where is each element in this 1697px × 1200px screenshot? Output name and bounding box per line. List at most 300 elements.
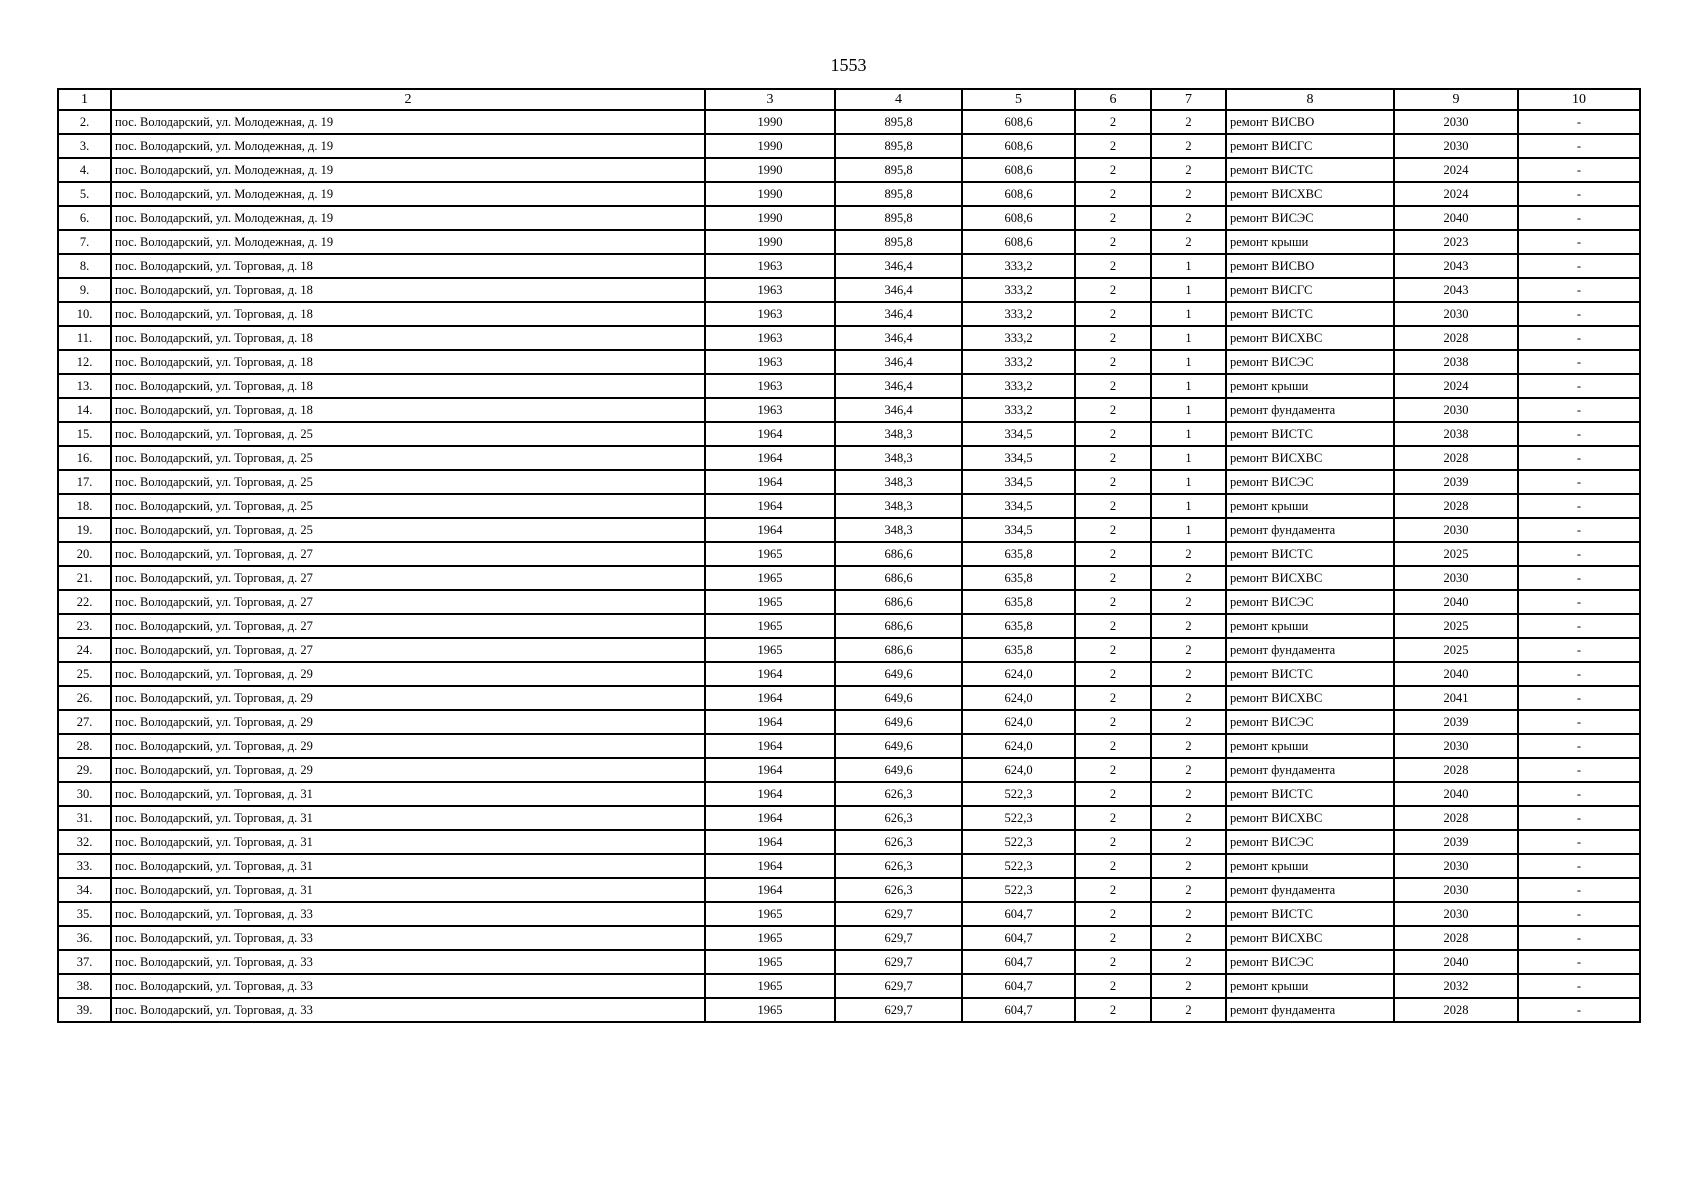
year-built-cell: 1964 xyxy=(705,878,835,902)
address-cell: пос. Володарский, ул. Молодежная, д. 19 xyxy=(111,182,705,206)
year-built-cell: 1964 xyxy=(705,470,835,494)
address-cell: пос. Володарский, ул. Торговая, д. 29 xyxy=(111,710,705,734)
work-type-cell: ремонт ВИСЭС xyxy=(1226,590,1394,614)
work-type-cell: ремонт ВИСГС xyxy=(1226,134,1394,158)
table-row xyxy=(58,302,1640,326)
table-row xyxy=(58,782,1640,806)
floors-cell: 2 xyxy=(1075,950,1151,974)
planned-year-cell: 2040 xyxy=(1394,206,1518,230)
entrances-cell: 2 xyxy=(1151,134,1226,158)
work-type-cell: ремонт ВИСЭС xyxy=(1226,206,1394,230)
living-area-cell: 608,6 xyxy=(962,158,1075,182)
floors-cell: 2 xyxy=(1075,350,1151,374)
address-cell: пос. Володарский, ул. Молодежная, д. 19 xyxy=(111,230,705,254)
work-type-cell: ремонт крыши xyxy=(1226,230,1394,254)
living-area-cell: 608,6 xyxy=(962,134,1075,158)
entrances-cell: 2 xyxy=(1151,542,1226,566)
floors-cell: 2 xyxy=(1075,590,1151,614)
row-number: 11. xyxy=(58,326,111,350)
living-area-cell: 635,8 xyxy=(962,542,1075,566)
entrances-cell: 2 xyxy=(1151,974,1226,998)
table-row xyxy=(58,206,1640,230)
note-cell: - xyxy=(1518,374,1640,398)
row-number: 16. xyxy=(58,446,111,470)
floors-cell: 2 xyxy=(1075,710,1151,734)
note-cell: - xyxy=(1518,614,1640,638)
year-built-cell: 1964 xyxy=(705,806,835,830)
address-cell: пос. Володарский, ул. Торговая, д. 31 xyxy=(111,806,705,830)
table-row xyxy=(58,854,1640,878)
year-built-cell: 1965 xyxy=(705,974,835,998)
entrances-cell: 2 xyxy=(1151,206,1226,230)
floors-cell: 2 xyxy=(1075,446,1151,470)
year-built-cell: 1964 xyxy=(705,494,835,518)
note-cell: - xyxy=(1518,182,1640,206)
row-number: 7. xyxy=(58,230,111,254)
living-area-cell: 334,5 xyxy=(962,422,1075,446)
entrances-cell: 2 xyxy=(1151,614,1226,638)
work-type-cell: ремонт ВИСТС xyxy=(1226,422,1394,446)
address-cell: пос. Володарский, ул. Торговая, д. 25 xyxy=(111,518,705,542)
work-type-cell: ремонт ВИСЭС xyxy=(1226,950,1394,974)
living-area-cell: 333,2 xyxy=(962,326,1075,350)
row-number: 37. xyxy=(58,950,111,974)
living-area-cell: 334,5 xyxy=(962,494,1075,518)
address-cell: пос. Володарский, ул. Торговая, д. 27 xyxy=(111,542,705,566)
address-cell: пос. Володарский, ул. Молодежная, д. 19 xyxy=(111,206,705,230)
address-cell: пос. Володарский, ул. Торговая, д. 25 xyxy=(111,422,705,446)
planned-year-cell: 2040 xyxy=(1394,590,1518,614)
planned-year-cell: 2043 xyxy=(1394,254,1518,278)
planned-year-cell: 2030 xyxy=(1394,854,1518,878)
year-built-cell: 1990 xyxy=(705,206,835,230)
floors-cell: 2 xyxy=(1075,734,1151,758)
floors-cell: 2 xyxy=(1075,470,1151,494)
row-number: 29. xyxy=(58,758,111,782)
address-cell: пос. Володарский, ул. Торговая, д. 29 xyxy=(111,758,705,782)
note-cell: - xyxy=(1518,446,1640,470)
row-number: 36. xyxy=(58,926,111,950)
planned-year-cell: 2025 xyxy=(1394,542,1518,566)
year-built-cell: 1990 xyxy=(705,110,835,134)
total-area-cell: 895,8 xyxy=(835,230,962,254)
work-type-cell: ремонт ВИСТС xyxy=(1226,662,1394,686)
planned-year-cell: 2038 xyxy=(1394,422,1518,446)
floors-cell: 2 xyxy=(1075,902,1151,926)
note-cell: - xyxy=(1518,206,1640,230)
living-area-cell: 635,8 xyxy=(962,590,1075,614)
living-area-cell: 608,6 xyxy=(962,230,1075,254)
total-area-cell: 626,3 xyxy=(835,830,962,854)
work-type-cell: ремонт ВИСХВС xyxy=(1226,926,1394,950)
note-cell: - xyxy=(1518,902,1640,926)
total-area-cell: 346,4 xyxy=(835,302,962,326)
note-cell: - xyxy=(1518,974,1640,998)
address-cell: пос. Володарский, ул. Молодежная, д. 19 xyxy=(111,110,705,134)
living-area-cell: 333,2 xyxy=(962,398,1075,422)
work-type-cell: ремонт ВИСТС xyxy=(1226,542,1394,566)
table-row xyxy=(58,662,1640,686)
total-area-cell: 649,6 xyxy=(835,662,962,686)
total-area-cell: 686,6 xyxy=(835,590,962,614)
total-area-cell: 629,7 xyxy=(835,974,962,998)
planned-year-cell: 2030 xyxy=(1394,398,1518,422)
planned-year-cell: 2028 xyxy=(1394,326,1518,350)
row-number: 12. xyxy=(58,350,111,374)
floors-cell: 2 xyxy=(1075,662,1151,686)
year-built-cell: 1990 xyxy=(705,134,835,158)
entrances-cell: 1 xyxy=(1151,398,1226,422)
total-area-cell: 895,8 xyxy=(835,158,962,182)
work-type-cell: ремонт ВИСТС xyxy=(1226,902,1394,926)
entrances-cell: 1 xyxy=(1151,446,1226,470)
row-number: 5. xyxy=(58,182,111,206)
planned-year-cell: 2030 xyxy=(1394,902,1518,926)
planned-year-cell: 2039 xyxy=(1394,470,1518,494)
address-cell: пос. Володарский, ул. Молодежная, д. 19 xyxy=(111,158,705,182)
row-number: 39. xyxy=(58,998,111,1022)
entrances-cell: 1 xyxy=(1151,326,1226,350)
table-row xyxy=(58,542,1640,566)
floors-cell: 2 xyxy=(1075,278,1151,302)
total-area-cell: 649,6 xyxy=(835,686,962,710)
planned-year-cell: 2028 xyxy=(1394,998,1518,1022)
year-built-cell: 1990 xyxy=(705,230,835,254)
living-area-cell: 624,0 xyxy=(962,662,1075,686)
table-row xyxy=(58,734,1640,758)
note-cell: - xyxy=(1518,518,1640,542)
work-type-cell: ремонт ВИСХВС xyxy=(1226,566,1394,590)
planned-year-cell: 2028 xyxy=(1394,806,1518,830)
column-header-4: 4 xyxy=(835,89,962,110)
floors-cell: 2 xyxy=(1075,854,1151,878)
living-area-cell: 604,7 xyxy=(962,902,1075,926)
living-area-cell: 624,0 xyxy=(962,734,1075,758)
row-number: 18. xyxy=(58,494,111,518)
planned-year-cell: 2030 xyxy=(1394,518,1518,542)
row-number: 26. xyxy=(58,686,111,710)
note-cell: - xyxy=(1518,494,1640,518)
year-built-cell: 1964 xyxy=(705,782,835,806)
total-area-cell: 686,6 xyxy=(835,638,962,662)
planned-year-cell: 2025 xyxy=(1394,614,1518,638)
table-row xyxy=(58,686,1640,710)
table-row xyxy=(58,230,1640,254)
planned-year-cell: 2032 xyxy=(1394,974,1518,998)
note-cell: - xyxy=(1518,854,1640,878)
total-area-cell: 649,6 xyxy=(835,710,962,734)
row-number: 23. xyxy=(58,614,111,638)
note-cell: - xyxy=(1518,878,1640,902)
total-area-cell: 346,4 xyxy=(835,398,962,422)
planned-year-cell: 2028 xyxy=(1394,494,1518,518)
note-cell: - xyxy=(1518,686,1640,710)
column-header-9: 9 xyxy=(1394,89,1518,110)
note-cell: - xyxy=(1518,110,1640,134)
entrances-cell: 2 xyxy=(1151,758,1226,782)
planned-year-cell: 2041 xyxy=(1394,686,1518,710)
address-cell: пос. Володарский, ул. Торговая, д. 25 xyxy=(111,494,705,518)
planned-year-cell: 2024 xyxy=(1394,158,1518,182)
living-area-cell: 334,5 xyxy=(962,470,1075,494)
planned-year-cell: 2040 xyxy=(1394,782,1518,806)
note-cell: - xyxy=(1518,254,1640,278)
note-cell: - xyxy=(1518,350,1640,374)
living-area-cell: 608,6 xyxy=(962,206,1075,230)
row-number: 15. xyxy=(58,422,111,446)
work-type-cell: ремонт ВИСЭС xyxy=(1226,470,1394,494)
living-area-cell: 624,0 xyxy=(962,758,1075,782)
note-cell: - xyxy=(1518,230,1640,254)
floors-cell: 2 xyxy=(1075,230,1151,254)
year-built-cell: 1965 xyxy=(705,614,835,638)
row-number: 10. xyxy=(58,302,111,326)
table-row xyxy=(58,158,1640,182)
year-built-cell: 1963 xyxy=(705,302,835,326)
total-area-cell: 348,3 xyxy=(835,518,962,542)
work-type-cell: ремонт фундамента xyxy=(1226,998,1394,1022)
table-row xyxy=(58,638,1640,662)
year-built-cell: 1963 xyxy=(705,254,835,278)
year-built-cell: 1990 xyxy=(705,182,835,206)
floors-cell: 2 xyxy=(1075,614,1151,638)
floors-cell: 2 xyxy=(1075,326,1151,350)
living-area-cell: 333,2 xyxy=(962,374,1075,398)
entrances-cell: 2 xyxy=(1151,830,1226,854)
table-row xyxy=(58,398,1640,422)
row-number: 9. xyxy=(58,278,111,302)
year-built-cell: 1965 xyxy=(705,542,835,566)
total-area-cell: 686,6 xyxy=(835,542,962,566)
row-number: 24. xyxy=(58,638,111,662)
work-type-cell: ремонт ВИСТС xyxy=(1226,158,1394,182)
total-area-cell: 626,3 xyxy=(835,854,962,878)
work-type-cell: ремонт ВИСХВС xyxy=(1226,326,1394,350)
total-area-cell: 686,6 xyxy=(835,614,962,638)
note-cell: - xyxy=(1518,470,1640,494)
entrances-cell: 2 xyxy=(1151,590,1226,614)
table-row xyxy=(58,326,1640,350)
total-area-cell: 346,4 xyxy=(835,278,962,302)
year-built-cell: 1964 xyxy=(705,518,835,542)
floors-cell: 2 xyxy=(1075,254,1151,278)
entrances-cell: 1 xyxy=(1151,470,1226,494)
floors-cell: 2 xyxy=(1075,638,1151,662)
row-number: 17. xyxy=(58,470,111,494)
table-row xyxy=(58,374,1640,398)
row-number: 34. xyxy=(58,878,111,902)
work-type-cell: ремонт ВИСЭС xyxy=(1226,830,1394,854)
note-cell: - xyxy=(1518,782,1640,806)
living-area-cell: 604,7 xyxy=(962,926,1075,950)
work-type-cell: ремонт ВИСВО xyxy=(1226,254,1394,278)
entrances-cell: 1 xyxy=(1151,350,1226,374)
total-area-cell: 895,8 xyxy=(835,182,962,206)
living-area-cell: 333,2 xyxy=(962,254,1075,278)
planned-year-cell: 2024 xyxy=(1394,182,1518,206)
row-number: 19. xyxy=(58,518,111,542)
note-cell: - xyxy=(1518,926,1640,950)
work-type-cell: ремонт крыши xyxy=(1226,854,1394,878)
floors-cell: 2 xyxy=(1075,758,1151,782)
note-cell: - xyxy=(1518,758,1640,782)
total-area-cell: 649,6 xyxy=(835,758,962,782)
total-area-cell: 686,6 xyxy=(835,566,962,590)
row-number: 13. xyxy=(58,374,111,398)
address-cell: пос. Володарский, ул. Торговая, д. 18 xyxy=(111,254,705,278)
address-cell: пос. Володарский, ул. Торговая, д. 27 xyxy=(111,566,705,590)
address-cell: пос. Володарский, ул. Торговая, д. 33 xyxy=(111,974,705,998)
living-area-cell: 604,7 xyxy=(962,998,1075,1022)
address-cell: пос. Володарский, ул. Торговая, д. 29 xyxy=(111,734,705,758)
note-cell: - xyxy=(1518,734,1640,758)
floors-cell: 2 xyxy=(1075,158,1151,182)
total-area-cell: 895,8 xyxy=(835,110,962,134)
note-cell: - xyxy=(1518,998,1640,1022)
address-cell: пос. Володарский, ул. Молодежная, д. 19 xyxy=(111,134,705,158)
row-number: 3. xyxy=(58,134,111,158)
table-row xyxy=(58,566,1640,590)
table-row xyxy=(58,254,1640,278)
note-cell: - xyxy=(1518,302,1640,326)
row-number: 2. xyxy=(58,110,111,134)
work-type-cell: ремонт фундамента xyxy=(1226,398,1394,422)
table-row xyxy=(58,110,1640,134)
note-cell: - xyxy=(1518,638,1640,662)
work-type-cell: ремонт ВИСЭС xyxy=(1226,710,1394,734)
address-cell: пос. Володарский, ул. Торговая, д. 25 xyxy=(111,446,705,470)
floors-cell: 2 xyxy=(1075,542,1151,566)
floors-cell: 2 xyxy=(1075,422,1151,446)
address-cell: пос. Володарский, ул. Торговая, д. 33 xyxy=(111,902,705,926)
column-header-8: 8 xyxy=(1226,89,1394,110)
table-row xyxy=(58,806,1640,830)
living-area-cell: 334,5 xyxy=(962,446,1075,470)
table-row xyxy=(58,998,1640,1022)
living-area-cell: 635,8 xyxy=(962,566,1075,590)
floors-cell: 2 xyxy=(1075,974,1151,998)
entrances-cell: 1 xyxy=(1151,494,1226,518)
planned-year-cell: 2028 xyxy=(1394,446,1518,470)
work-type-cell: ремонт фундамента xyxy=(1226,758,1394,782)
table-row xyxy=(58,926,1640,950)
table-row xyxy=(58,878,1640,902)
floors-cell: 2 xyxy=(1075,302,1151,326)
table-row xyxy=(58,950,1640,974)
year-built-cell: 1964 xyxy=(705,758,835,782)
floors-cell: 2 xyxy=(1075,494,1151,518)
total-area-cell: 895,8 xyxy=(835,134,962,158)
entrances-cell: 2 xyxy=(1151,710,1226,734)
year-built-cell: 1990 xyxy=(705,158,835,182)
address-cell: пос. Володарский, ул. Торговая, д. 29 xyxy=(111,662,705,686)
address-cell: пос. Володарский, ул. Торговая, д. 18 xyxy=(111,278,705,302)
entrances-cell: 2 xyxy=(1151,806,1226,830)
living-area-cell: 624,0 xyxy=(962,710,1075,734)
year-built-cell: 1963 xyxy=(705,350,835,374)
work-type-cell: ремонт ВИСВО xyxy=(1226,110,1394,134)
column-header-2: 2 xyxy=(111,89,705,110)
living-area-cell: 522,3 xyxy=(962,878,1075,902)
work-type-cell: ремонт ВИСХВС xyxy=(1226,686,1394,710)
note-cell: - xyxy=(1518,542,1640,566)
planned-year-cell: 2043 xyxy=(1394,278,1518,302)
living-area-cell: 624,0 xyxy=(962,686,1075,710)
living-area-cell: 522,3 xyxy=(962,830,1075,854)
floors-cell: 2 xyxy=(1075,830,1151,854)
work-type-cell: ремонт ВИСХВС xyxy=(1226,446,1394,470)
planned-year-cell: 2039 xyxy=(1394,830,1518,854)
total-area-cell: 348,3 xyxy=(835,470,962,494)
work-type-cell: ремонт фундамента xyxy=(1226,878,1394,902)
column-header-6: 6 xyxy=(1075,89,1151,110)
address-cell: пос. Володарский, ул. Торговая, д. 31 xyxy=(111,878,705,902)
living-area-cell: 334,5 xyxy=(962,518,1075,542)
work-type-cell: ремонт ВИСГС xyxy=(1226,278,1394,302)
total-area-cell: 346,4 xyxy=(835,254,962,278)
work-type-cell: ремонт ВИСТС xyxy=(1226,302,1394,326)
floors-cell: 2 xyxy=(1075,110,1151,134)
floors-cell: 2 xyxy=(1075,206,1151,230)
year-built-cell: 1963 xyxy=(705,278,835,302)
floors-cell: 2 xyxy=(1075,566,1151,590)
floors-cell: 2 xyxy=(1075,686,1151,710)
address-cell: пос. Володарский, ул. Торговая, д. 27 xyxy=(111,638,705,662)
year-built-cell: 1965 xyxy=(705,926,835,950)
address-cell: пос. Володарский, ул. Торговая, д. 33 xyxy=(111,998,705,1022)
note-cell: - xyxy=(1518,830,1640,854)
row-number: 14. xyxy=(58,398,111,422)
total-area-cell: 629,7 xyxy=(835,950,962,974)
year-built-cell: 1964 xyxy=(705,854,835,878)
row-number: 38. xyxy=(58,974,111,998)
living-area-cell: 522,3 xyxy=(962,806,1075,830)
entrances-cell: 2 xyxy=(1151,878,1226,902)
note-cell: - xyxy=(1518,950,1640,974)
row-number: 22. xyxy=(58,590,111,614)
entrances-cell: 2 xyxy=(1151,230,1226,254)
address-cell: пос. Володарский, ул. Торговая, д. 18 xyxy=(111,350,705,374)
planned-year-cell: 2028 xyxy=(1394,758,1518,782)
row-number: 4. xyxy=(58,158,111,182)
work-type-cell: ремонт крыши xyxy=(1226,614,1394,638)
total-area-cell: 626,3 xyxy=(835,878,962,902)
entrances-cell: 2 xyxy=(1151,854,1226,878)
living-area-cell: 333,2 xyxy=(962,350,1075,374)
total-area-cell: 348,3 xyxy=(835,494,962,518)
entrances-cell: 2 xyxy=(1151,182,1226,206)
repair-schedule-table xyxy=(57,88,1641,1023)
column-header-10: 10 xyxy=(1518,89,1640,110)
floors-cell: 2 xyxy=(1075,398,1151,422)
total-area-cell: 348,3 xyxy=(835,422,962,446)
entrances-cell: 1 xyxy=(1151,278,1226,302)
table-row xyxy=(58,758,1640,782)
living-area-cell: 522,3 xyxy=(962,782,1075,806)
entrances-cell: 2 xyxy=(1151,566,1226,590)
table-body xyxy=(58,110,1640,1022)
row-number: 8. xyxy=(58,254,111,278)
entrances-cell: 2 xyxy=(1151,950,1226,974)
table-row xyxy=(58,446,1640,470)
year-built-cell: 1965 xyxy=(705,998,835,1022)
address-cell: пос. Володарский, ул. Торговая, д. 31 xyxy=(111,830,705,854)
floors-cell: 2 xyxy=(1075,134,1151,158)
total-area-cell: 346,4 xyxy=(835,374,962,398)
total-area-cell: 629,7 xyxy=(835,998,962,1022)
note-cell: - xyxy=(1518,662,1640,686)
table-row xyxy=(58,422,1640,446)
